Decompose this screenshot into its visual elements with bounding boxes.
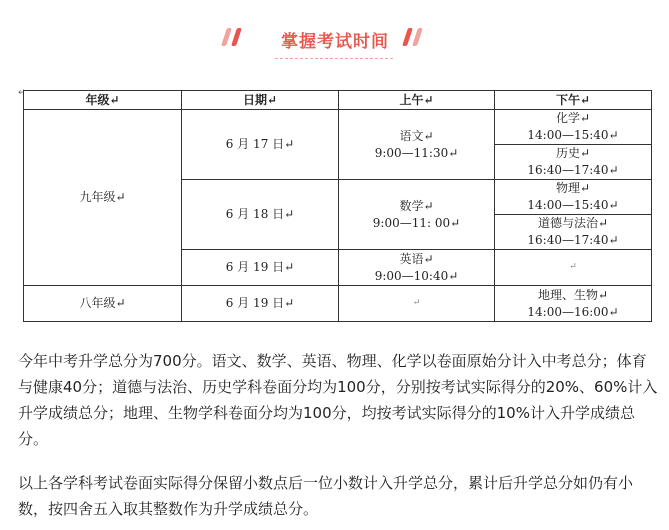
afternoon-time: 14:00—15:40↵	[527, 128, 619, 142]
score-rules-paragraph: 今年中考升学总分为700分。语文、数学、英语、物理、化学以卷面原始分计入中考总分；体育与健康40分；道德与法治、历史学科卷面分均为100分，分别按考试实际得分的20%、60%计入升学成绩总分；地理、生物学科卷面分均为100分，均按考试实际得分的10%计入升学成绩总分。	[18, 352, 658, 448]
morning-cell	[339, 110, 495, 180]
morning-cell	[339, 250, 495, 286]
afternoon-subject: 物理↵	[555, 181, 591, 195]
afternoon-cell	[495, 180, 652, 215]
morning-subject: 英语↵	[399, 251, 434, 266]
afternoon-subject: 地理、生物↵	[537, 287, 609, 302]
exam-schedule-table	[23, 90, 652, 322]
table-row	[24, 110, 652, 145]
afternoon-cell-empty: ↵	[495, 250, 652, 286]
slash-decoration-icon	[221, 28, 232, 46]
section-title: 掌握考试时间	[281, 32, 389, 52]
afternoon-time: 14:00—16:00↵	[527, 304, 619, 319]
afternoon-time: 16:40—17:40↵	[527, 163, 619, 177]
grade-eight-cell: 八年级↵	[24, 286, 182, 322]
afternoon-subject: 历史↵	[555, 146, 591, 160]
header-afternoon: 下午↵	[495, 91, 652, 110]
afternoon-time: 16:40—17:40↵	[527, 233, 619, 247]
morning-time: 9:00—11:30↵	[374, 145, 459, 160]
slash-decoration-icon	[231, 28, 242, 46]
table-header-row	[24, 91, 652, 110]
table-corner-mark: ↵	[18, 88, 26, 98]
rounding-rules-paragraph: 以上各学科考试卷面实际得分保留小数点后一位小数计入升学总分，累计后升学总分如仍有小数，按四舍五入取其整数作为升学成绩总分。	[18, 474, 634, 518]
afternoon-cell	[495, 110, 652, 145]
table-row	[24, 286, 652, 322]
morning-subject: 数学↵	[399, 198, 434, 213]
afternoon-cell	[495, 286, 652, 322]
date-cell: 6 月 18 日↵	[182, 180, 339, 250]
morning-time: 9:00—11: 00↵	[372, 215, 461, 230]
date-cell: 6 月 19 日↵	[182, 286, 339, 322]
date-cell: 6 月 17 日↵	[182, 110, 339, 180]
morning-cell	[339, 180, 495, 250]
header-morning: 上午↵	[339, 91, 495, 110]
afternoon-subject: 道德与法治↵	[537, 216, 609, 230]
afternoon-time: 14:00—15:40↵	[527, 198, 619, 212]
morning-cell-empty: ↵	[339, 286, 495, 322]
section-title-banner	[0, 22, 669, 72]
afternoon-cell	[495, 145, 652, 180]
date-cell: 6 月 19 日↵	[182, 250, 339, 286]
header-grade: 年级↵	[24, 91, 182, 110]
morning-time: 9:00—10:40↵	[374, 268, 459, 283]
morning-subject: 语文↵	[399, 128, 434, 143]
afternoon-cell	[495, 215, 652, 250]
grade-nine-cell: 九年级↵	[24, 110, 182, 286]
title-underline	[275, 58, 393, 59]
header-date: 日期↵	[182, 91, 339, 110]
afternoon-subject: 化学↵	[555, 111, 591, 125]
